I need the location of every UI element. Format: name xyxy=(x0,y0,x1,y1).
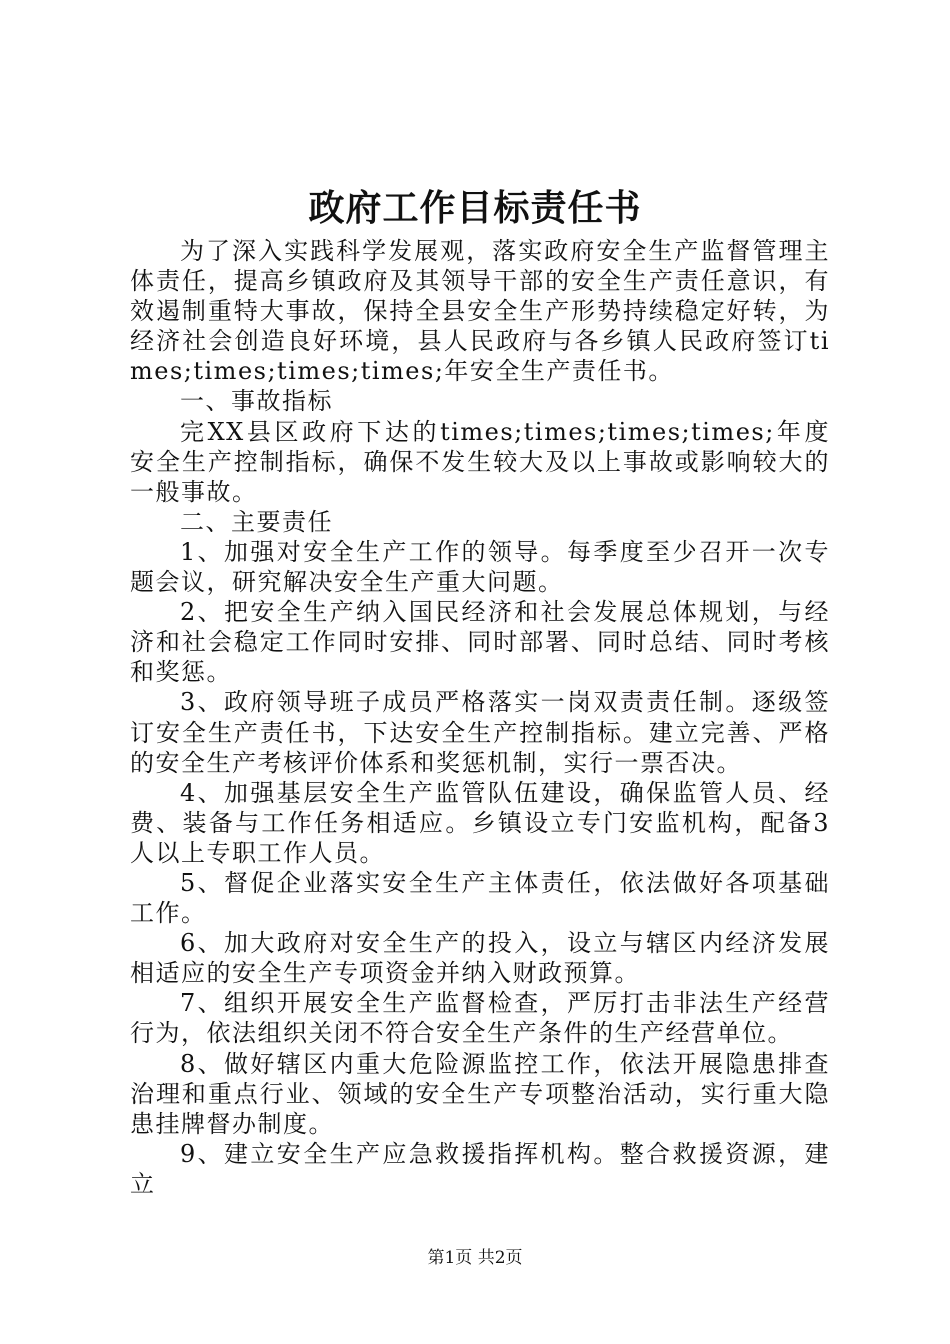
section-heading-main-responsibilities: 二、主要责任 xyxy=(180,507,333,536)
responsibility-item-9: 9、建立安全生产应急救援指挥机构。整合救援资源，建立 xyxy=(130,1139,830,1198)
section-heading-accident-indicators: 一、事故指标 xyxy=(180,387,333,416)
responsibility-item-3: 3、政府领导班子成员严格落实一岗双责责任制。逐级签订安全生产责任书，下达安全生产控制指标。建立完善、严格的安全生产考核评价体系和奖惩机制，实行一票否决。 xyxy=(130,688,830,777)
paragraph-intro: 为了深入实践科学发展观，落实政府安全生产监督管理主体责任，提高乡镇政府及其领导干部的安全生产责任意识，有效遏制重特大事故，保持全县安全生产形势持续稳定好转，为经济社会创造良好环境，县人民政府与各乡镇人民政府签订times;times;times;times;年安全生产责任书。 xyxy=(130,237,830,386)
responsibility-item-6: 6、加大政府对安全生产的投入，设立与辖区内经济发展相适应的安全生产专项资金并纳入财政预算。 xyxy=(130,929,830,988)
document-body xyxy=(130,236,830,1199)
responsibility-item-4: 4、加强基层安全生产监管队伍建设，确保监管人员、经费、装备与工作任务相适应。乡镇设立专门安监机构，配备3人以上专职工作人员。 xyxy=(130,778,830,867)
responsibility-item-2: 2、把安全生产纳入国民经济和社会发展总体规划，与经济和社会稳定工作同时安排、同时部署、同时总结、同时考核和奖惩。 xyxy=(130,598,830,687)
page-footer: 第1页 共2页 xyxy=(427,1248,523,1268)
responsibility-item-7: 7、组织开展安全生产监督检查，严厉打击非法生产经营行为，依法组织关闭不符合安全生产条件的生产经营单位。 xyxy=(130,989,830,1048)
responsibility-item-5: 5、督促企业落实安全生产主体责任，依法做好各项基础工作。 xyxy=(130,868,830,928)
responsibility-item-1: 1、加强对安全生产工作的领导。每季度至少召开一次专题会议，研究解决安全生产重大问题。 xyxy=(130,537,830,597)
document-title: 政府工作目标责任书 xyxy=(308,187,642,229)
paragraph-accident-indicators: 完XX县区政府下达的times;times;times;times;年度安全生产控制指标，确保不发生较大及以上事故或影响较大的一般事故。 xyxy=(130,417,830,506)
responsibility-item-8: 8、做好辖区内重大危险源监控工作，依法开展隐患排查治理和重点行业、领域的安全生产专项整治活动，实行重大隐患挂牌督办制度。 xyxy=(130,1049,830,1138)
